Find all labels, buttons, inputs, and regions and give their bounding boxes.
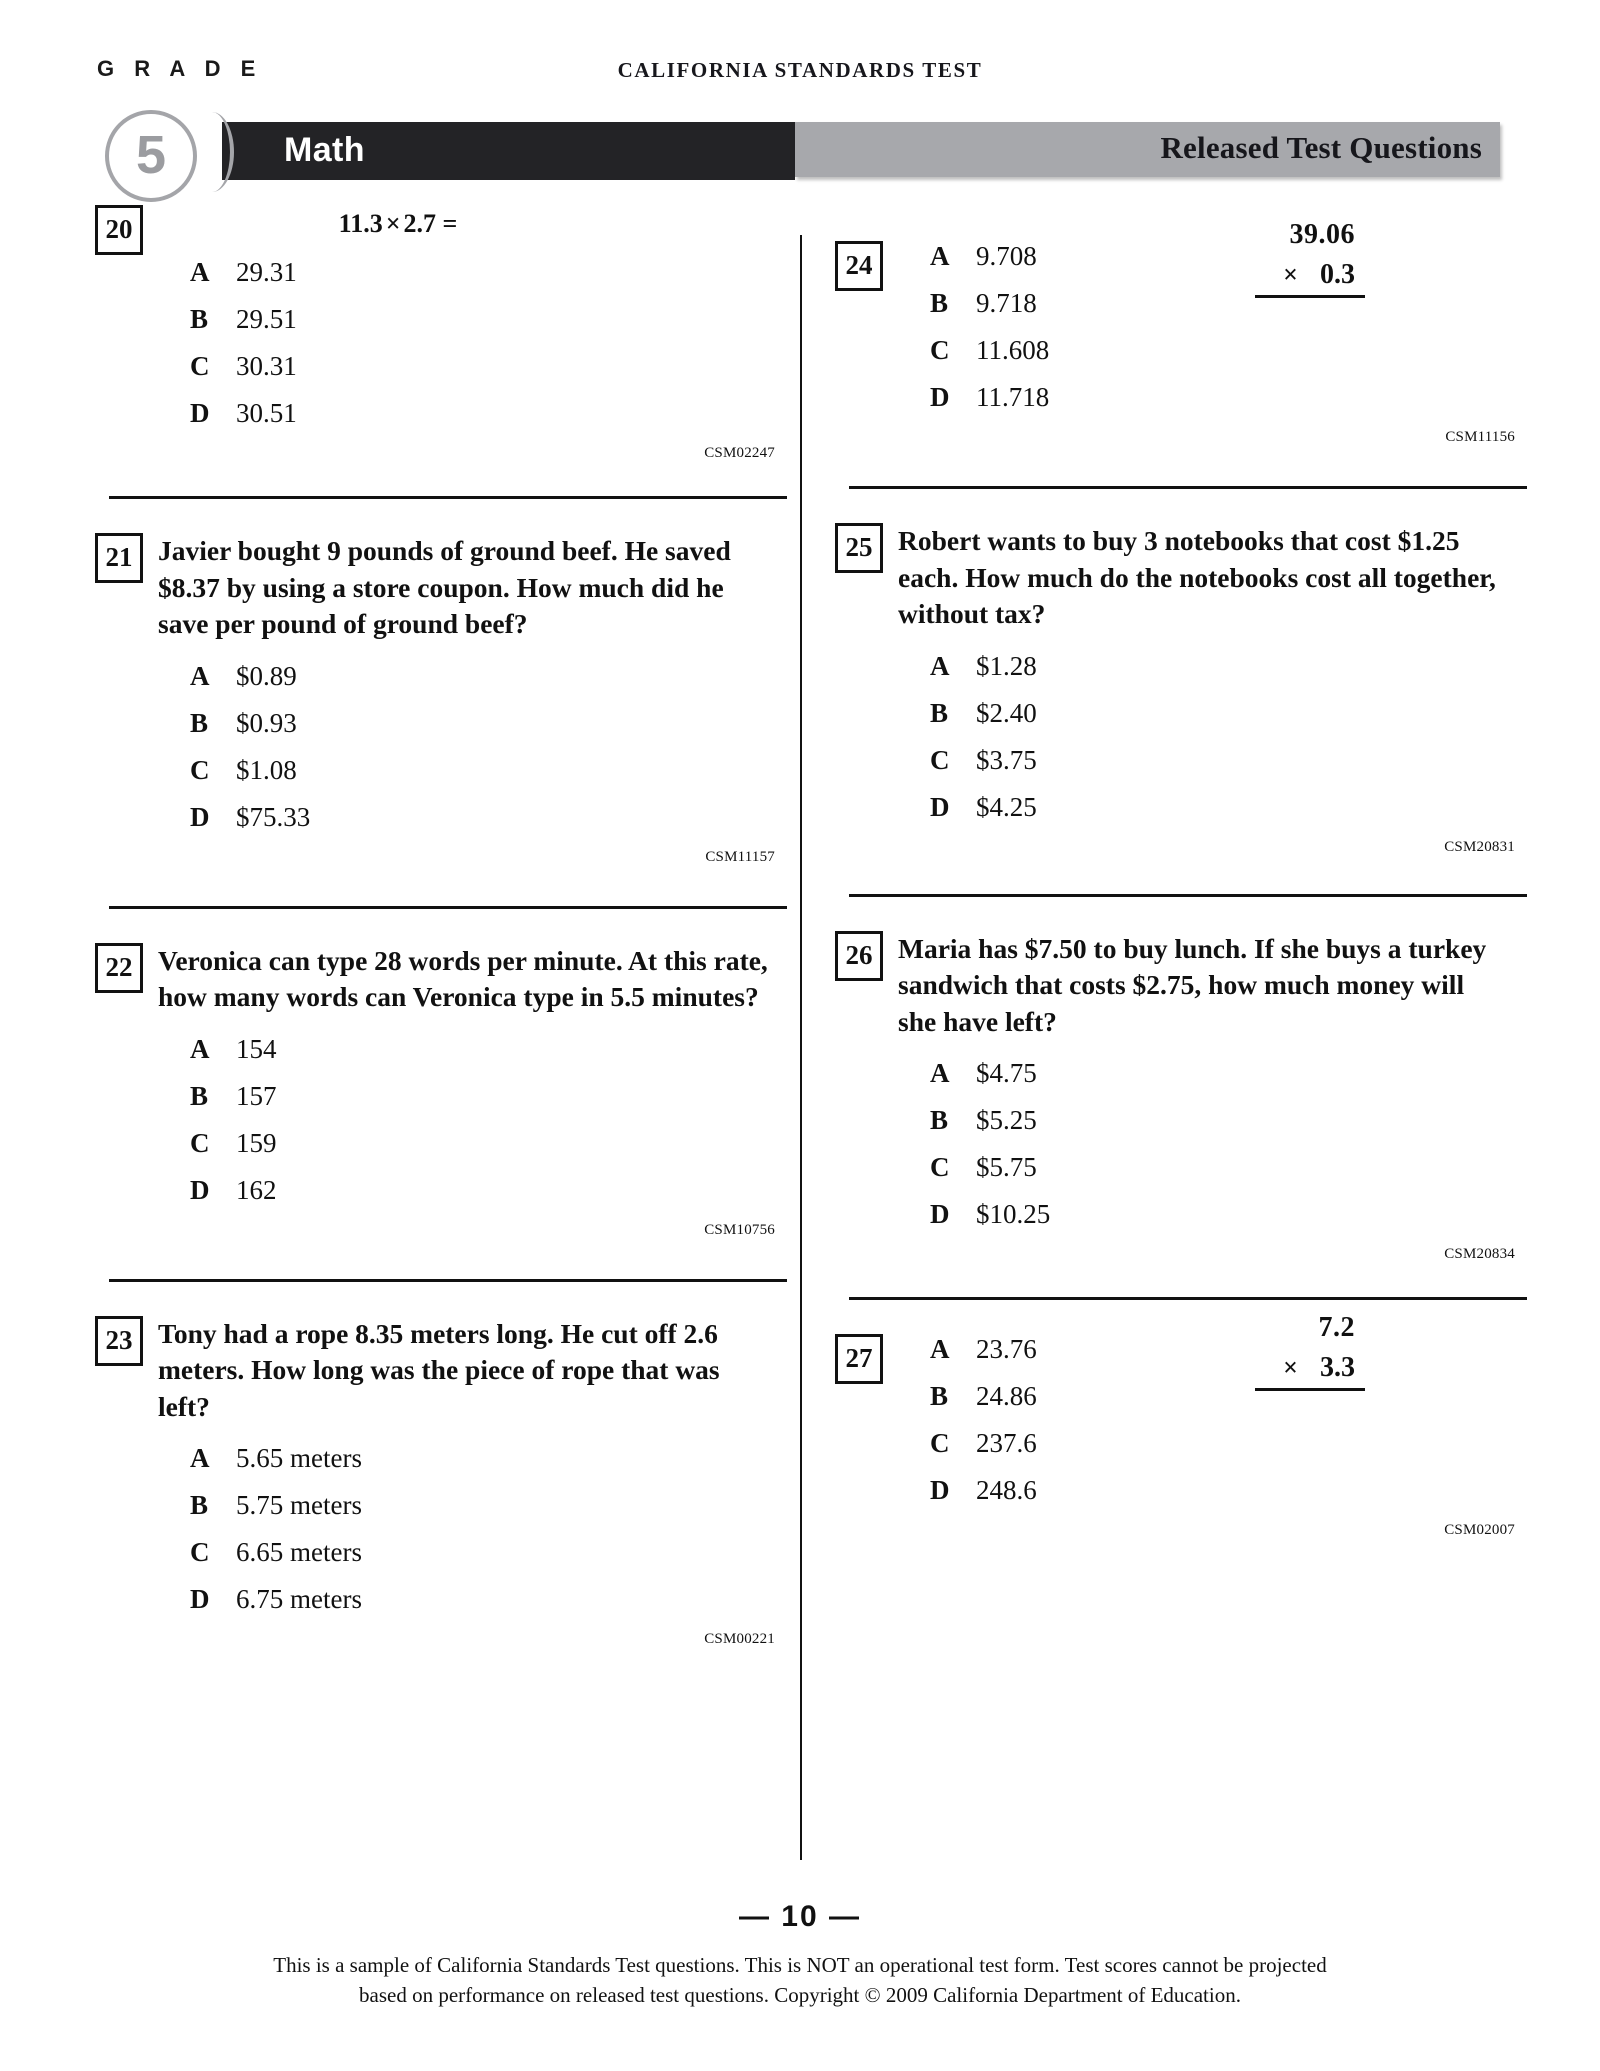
choice-text: $75.33	[236, 801, 311, 832]
question-body	[95, 533, 795, 866]
choice-letter: D	[930, 791, 950, 822]
question-number: 26	[835, 931, 883, 981]
choice-letter: B	[930, 288, 949, 318]
answer-choice[interactable]	[190, 1175, 795, 1206]
left-column	[95, 205, 795, 1648]
section-label: Released Test Questions	[1160, 130, 1482, 165]
choice-text: 159	[236, 1127, 277, 1158]
question-stem: Maria has $7.50 to buy lunch. If she buys a turkey sandwich that costs $2.75, how much money will she have left?	[898, 932, 1487, 1037]
question-code: CSM20834	[1444, 1246, 1515, 1262]
question-block	[95, 533, 795, 866]
answer-choices	[190, 1443, 795, 1615]
multiplier-row	[1255, 259, 1365, 298]
question-code: CSM02247	[704, 445, 775, 461]
choice-letter: A	[190, 1443, 210, 1473]
choice-text: $0.93	[236, 707, 297, 738]
answer-choice[interactable]	[930, 1199, 1535, 1230]
choice-text: $1.08	[236, 754, 297, 785]
answer-choice[interactable]	[930, 745, 1535, 776]
choice-text: 30.31	[236, 351, 297, 381]
choice-text: $5.25	[976, 1105, 1037, 1135]
answer-choice[interactable]	[930, 1475, 1535, 1506]
choice-letter: A	[930, 650, 950, 681]
question-number: 20	[95, 205, 143, 255]
answer-choice[interactable]	[190, 802, 795, 833]
question-divider	[849, 1297, 1527, 1300]
answer-choice[interactable]	[190, 398, 795, 429]
multiplier: 0.3	[1320, 259, 1355, 290]
answer-choice[interactable]	[930, 698, 1535, 729]
answer-choice[interactable]	[190, 304, 795, 335]
answer-choices	[190, 257, 795, 429]
choice-letter: C	[190, 351, 210, 381]
footer-note	[0, 1950, 1600, 2010]
expression-operand-left: 11.3	[338, 209, 383, 238]
question-stem: Tony had a rope 8.35 meters long. He cut off 2.6 meters. How long was the piece of rope that was left?	[158, 1317, 720, 1422]
grade-word-label: G R A D E	[97, 56, 263, 81]
grade-number: 5	[135, 125, 167, 185]
answer-choice[interactable]	[190, 1128, 795, 1159]
choice-text: 5.75 meters	[236, 1490, 362, 1520]
question-code: CSM11157	[705, 848, 775, 865]
choice-text: 5.65 meters	[236, 1443, 362, 1473]
choice-text: 162	[236, 1174, 277, 1205]
question-block	[95, 205, 795, 462]
question-body	[95, 943, 795, 1239]
choice-letter: B	[190, 304, 209, 334]
choice-text: 11.608	[976, 335, 1050, 365]
choice-letter: A	[190, 660, 210, 691]
choice-text: 9.708	[976, 241, 1037, 271]
question-divider	[109, 1279, 787, 1282]
choice-letter: C	[190, 1127, 210, 1158]
answer-choice[interactable]	[930, 1428, 1535, 1459]
question-number: 27	[835, 1334, 883, 1384]
choice-text: 6.65 meters	[236, 1537, 362, 1567]
question-number: 23	[95, 1316, 143, 1366]
choice-letter: B	[930, 1105, 949, 1135]
question-number: 25	[835, 523, 883, 573]
expression-operand-right: 2.7	[403, 209, 437, 238]
answer-choice[interactable]	[190, 1034, 795, 1065]
choice-text: 11.718	[976, 382, 1050, 412]
answer-choice[interactable]	[930, 382, 1535, 413]
choice-text: 24.86	[976, 1381, 1037, 1411]
choice-text: $1.28	[976, 650, 1037, 681]
answer-choice[interactable]	[190, 257, 795, 288]
choice-letter: C	[930, 335, 950, 365]
footer-note-line-2: based on performance on released test questions. Copyright © 2009 California Department of Education.	[359, 1983, 1241, 2007]
choice-text: 157	[236, 1080, 277, 1111]
question-expression	[158, 205, 638, 239]
answer-choice[interactable]	[190, 1490, 795, 1521]
question-number: 22	[95, 943, 143, 993]
question-code: CSM02007	[1444, 1522, 1515, 1538]
answer-choice[interactable]	[190, 1584, 795, 1615]
question-block	[95, 1316, 795, 1649]
multiplicand: 7.2	[1318, 1312, 1355, 1343]
footer-note-line-1: This is a sample of California Standards Test questions. This is NOT an operational test form. Test scores cannot be projected	[273, 1953, 1327, 1977]
vertical-multiplication	[1165, 1312, 1365, 1391]
choice-text: $4.75	[976, 1058, 1037, 1088]
question-body	[835, 219, 1535, 446]
multiplier: 3.3	[1320, 1352, 1355, 1383]
question-divider	[849, 894, 1527, 897]
choice-text: $3.75	[976, 744, 1037, 775]
answer-choices	[930, 651, 1535, 823]
question-code: CSM10756	[704, 1221, 775, 1238]
choice-text: $5.75	[976, 1152, 1037, 1182]
multiplier-row	[1255, 1352, 1365, 1391]
choice-letter: A	[930, 241, 950, 271]
choice-letter: D	[190, 801, 210, 832]
choice-letter: D	[930, 1199, 950, 1229]
question-divider	[109, 496, 787, 499]
page-header	[0, 0, 1600, 190]
choice-letter: C	[930, 1428, 950, 1458]
answer-choice[interactable]	[190, 755, 795, 786]
question-body	[95, 1316, 795, 1649]
answer-choices	[190, 661, 795, 833]
question-stem: Javier bought 9 pounds of ground beef. He saved $8.37 by using a store coupon. How much did he save per pound of ground beef?	[158, 535, 731, 639]
question-block	[835, 1312, 1535, 1539]
answer-choices	[930, 1058, 1535, 1230]
choice-text: 29.51	[236, 304, 297, 334]
choice-text: 9.718	[976, 288, 1037, 318]
column-divider	[800, 235, 802, 1860]
multiply-icon: ×	[1283, 1353, 1298, 1382]
answer-choice[interactable]	[930, 1058, 1535, 1089]
question-divider	[109, 906, 787, 909]
multiplicand: 39.06	[1289, 219, 1355, 250]
section-bar	[795, 122, 1500, 177]
question-block	[835, 219, 1535, 446]
choice-letter: C	[930, 1152, 950, 1182]
question-code: CSM11156	[1445, 429, 1515, 445]
choice-letter: D	[190, 1584, 210, 1614]
choice-letter: A	[930, 1334, 950, 1364]
choice-letter: A	[190, 1033, 210, 1064]
answer-choice[interactable]	[190, 351, 795, 382]
question-body	[835, 931, 1535, 1264]
question-block	[95, 943, 795, 1239]
equals-icon: =	[436, 209, 458, 238]
choice-letter: C	[190, 1537, 210, 1567]
answer-choice[interactable]	[930, 792, 1535, 823]
choice-text: $4.25	[976, 791, 1037, 822]
choice-text: 237.6	[976, 1428, 1037, 1458]
choice-text: 30.51	[236, 398, 297, 428]
choice-letter: A	[930, 1058, 950, 1088]
multiply-icon: ×	[1283, 260, 1298, 289]
question-body	[835, 1312, 1535, 1539]
choice-letter: D	[190, 1174, 210, 1205]
answer-choice[interactable]	[930, 651, 1535, 682]
question-code: CSM00221	[704, 1631, 775, 1647]
question-body	[835, 523, 1535, 856]
choice-letter: C	[190, 754, 210, 785]
vertical-multiplication	[1165, 219, 1365, 298]
choice-text: 248.6	[976, 1475, 1037, 1505]
choice-letter: B	[930, 697, 949, 728]
answer-choices	[190, 1034, 795, 1206]
right-column	[835, 219, 1535, 1539]
choice-letter: B	[190, 707, 209, 738]
question-block	[835, 931, 1535, 1264]
answer-choice[interactable]	[190, 1443, 795, 1474]
answer-choice[interactable]	[190, 708, 795, 739]
choice-letter: D	[930, 1475, 950, 1505]
answer-choice[interactable]	[930, 1105, 1535, 1136]
choice-letter: C	[930, 744, 950, 775]
answer-choice[interactable]	[190, 661, 795, 692]
answer-choice[interactable]	[930, 335, 1535, 366]
question-number: 21	[95, 533, 143, 583]
choice-letter: D	[930, 382, 950, 412]
choice-text: $10.25	[976, 1199, 1051, 1229]
header-bars	[222, 122, 1500, 180]
choice-text: 6.75 meters	[236, 1584, 362, 1614]
choice-text: 29.31	[236, 257, 297, 287]
choice-text: 23.76	[976, 1334, 1037, 1364]
grade-badge	[105, 110, 197, 202]
subject-bar	[222, 122, 795, 180]
question-body	[95, 205, 795, 462]
answer-choice[interactable]	[930, 1152, 1535, 1183]
choice-text: $2.40	[976, 697, 1037, 728]
question-divider	[849, 486, 1527, 489]
question-stem: Robert wants to buy 3 notebooks that cost $1.25 each. How much do the notebooks cost all together, without tax?	[898, 525, 1496, 629]
test-title: CALIFORNIA STANDARDS TEST	[617, 58, 983, 82]
choice-letter: B	[190, 1490, 209, 1520]
question-content	[0, 205, 1600, 1865]
choice-letter: A	[190, 257, 210, 287]
choice-letter: B	[930, 1381, 949, 1411]
question-number: 24	[835, 241, 883, 291]
choice-text: 154	[236, 1033, 277, 1064]
question-block	[835, 523, 1535, 856]
multiply-icon: ×	[385, 209, 401, 238]
choice-letter: D	[190, 398, 210, 428]
question-code: CSM20831	[1444, 838, 1515, 855]
answer-choice[interactable]	[190, 1081, 795, 1112]
choice-letter: B	[190, 1080, 209, 1111]
answer-choice[interactable]	[190, 1537, 795, 1568]
page-footer	[0, 1900, 1600, 2010]
choice-text: $0.89	[236, 660, 297, 691]
page-number: — 10 —	[738, 1900, 862, 1933]
question-stem: Veronica can type 28 words per minute. At this rate, how many words can Veronica type in 5.5 minutes?	[158, 944, 768, 1012]
subject-label: Math	[284, 131, 365, 169]
